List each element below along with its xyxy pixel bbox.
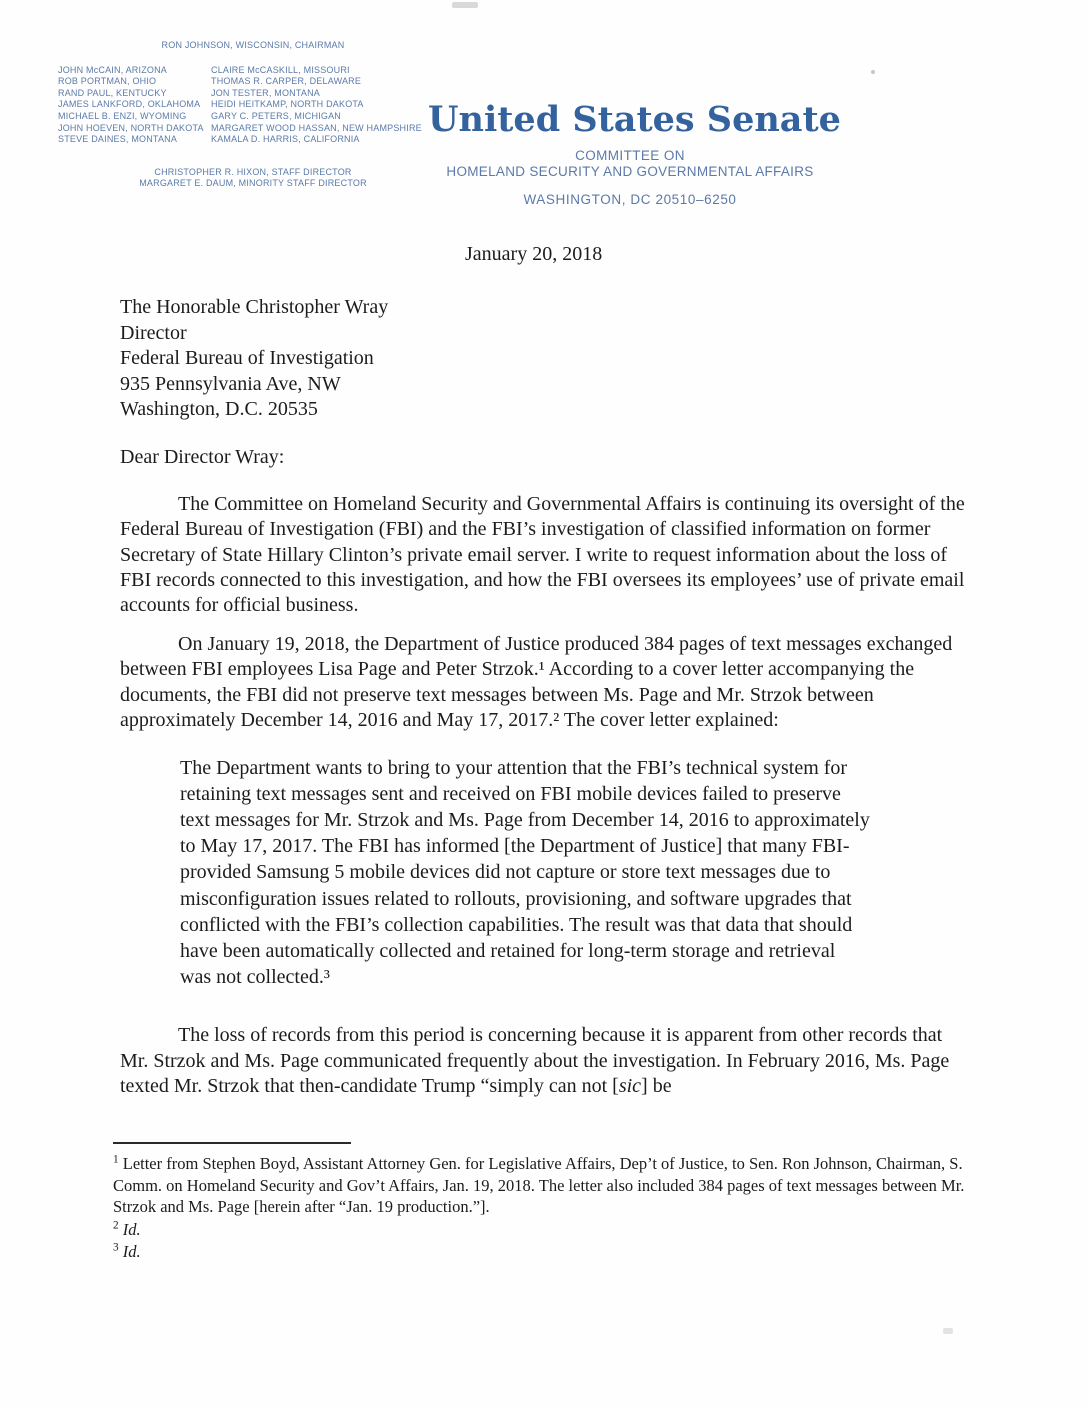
sic-italic: sic bbox=[618, 1075, 642, 1098]
footnote-2-marker: 2 bbox=[113, 1219, 119, 1231]
committee-name-line: HOMELAND SECURITY AND GOVERNMENTAL AFFAIRS bbox=[446, 164, 814, 179]
committee-on-line: COMMITTEE ON bbox=[575, 148, 685, 163]
member-name: CLAIRE McCASKILL, MISSOURI bbox=[211, 64, 350, 75]
footnotes-section bbox=[113, 1142, 969, 1263]
recipient-line: Director bbox=[120, 321, 187, 344]
letterhead-masthead bbox=[428, 99, 841, 207]
member-name: GARY C. PETERS, MICHIGAN bbox=[211, 110, 341, 121]
chairman-line: RON JOHNSON, WISCONSIN, CHAIRMAN bbox=[161, 40, 345, 50]
member-name: STEVE DAINES, MONTANA bbox=[58, 134, 178, 145]
staff-directors bbox=[58, 167, 448, 190]
letter-body bbox=[120, 242, 966, 1100]
footnote-1-marker: 1 bbox=[113, 1153, 119, 1166]
member-column-right bbox=[211, 65, 448, 146]
scan-artifact bbox=[871, 70, 875, 74]
paragraph-2: On January 19, 2018, the Department of Justice produced 384 pages of text messages exchanged between FBI employees Lisa Page and Peter Strzok.¹ According to a cover letter accompanying the documents, the FBI did not preserve text messages between Ms. Page and Mr. Strzok between approximately December 14, 2016 and May 17, 2017.² The cover letter explained: bbox=[120, 632, 953, 732]
member-name: JOHN HOEVEN, NORTH DAKOTA bbox=[58, 122, 204, 133]
letterhead-roster bbox=[58, 40, 448, 190]
footnote-2-text: Id. bbox=[118, 1219, 141, 1239]
member-name: JON TESTER, MONTANA bbox=[211, 87, 320, 98]
member-column-left bbox=[58, 65, 211, 146]
member-name: HEIDI HEITKAMP, NORTH DAKOTA bbox=[211, 99, 364, 110]
member-name: MICHAEL B. ENZI, WYOMING bbox=[58, 110, 187, 121]
scan-artifact bbox=[943, 1328, 953, 1334]
recipient-line: 935 Pennsylvania Ave, NW bbox=[120, 372, 341, 395]
footnote-3-text: Id. bbox=[118, 1242, 141, 1261]
member-name: ROB PORTMAN, OHIO bbox=[58, 76, 157, 87]
member-name: JAMES LANKFORD, OKLAHOMA bbox=[58, 99, 201, 110]
staff-director-line: CHRISTOPHER R. HIXON, STAFF DIRECTOR bbox=[154, 166, 352, 177]
recipient-line: Washington, D.C. 20535 bbox=[120, 398, 318, 421]
senate-title: United States Senate bbox=[428, 99, 841, 140]
member-name: JOHN McCAIN, ARIZONA bbox=[58, 64, 168, 75]
recipient-line: The Honorable Christopher Wray bbox=[120, 296, 389, 319]
member-name: KAMALA D. HARRIS, CALIFORNIA bbox=[211, 134, 360, 145]
footnote-1 bbox=[113, 1153, 969, 1218]
footnote-3 bbox=[113, 1241, 969, 1263]
date-line: January 20, 2018 bbox=[465, 243, 603, 265]
salutation: Dear Director Wray: bbox=[120, 446, 285, 469]
blockquote-cover-letter: The Department wants to bring to your attention that the FBI’s technical system for retaining text messages sent and received on FBI mobile devices failed to preserve text messages for Mr. Strzok and Ms. Page from December 14, 2016 to approximately to May 17, 2017. The FBI has informed [the Department of Justice] that many FBI-provided Samsung 5 mobile devices did not capture or store text messages due to misconfiguration issues related to rollouts, provisioning, and software upgrades that conflicted with the FBI’s collection capabilities. The result was that data that should have been automatically collected and retained for long-term storage and retrieval was not collected.³ bbox=[180, 756, 870, 989]
recipient-address-block bbox=[120, 295, 966, 422]
member-name: RAND PAUL, KENTUCKY bbox=[58, 87, 167, 98]
minority-staff-director-line: MARGARET E. DAUM, MINORITY STAFF DIRECTOR bbox=[139, 178, 367, 189]
footnote-1-text: Letter from Stephen Boyd, Assistant Attorney Gen. for Legislative Affairs, Dep’t of Justice, to Sen. Ron Johnson, Chairman, S. Comm. on Homeland Security and Gov’t Affairs, Jan. 19, 2018. The letter also included 384 pages of text messages between Mr. Strzok and Ms. Page [herein after “Jan. 19 production.”]. bbox=[113, 1154, 965, 1216]
paragraph-3-text-end: ] be bbox=[641, 1075, 672, 1098]
committee-address-line: WASHINGTON, DC 20510–6250 bbox=[523, 192, 737, 207]
footnote-separator-rule bbox=[113, 1142, 351, 1144]
paragraph-3-text: The loss of records from this period is concerning because it is apparent from other records that Mr. Strzok and Ms. Page communicated frequently about the investigation. In February 2016, Ms. Page texted Mr. Strzok that then-candidate Trump “simply can not [ bbox=[120, 1024, 950, 1098]
member-columns bbox=[58, 65, 448, 146]
footnote-3-marker: 3 bbox=[113, 1241, 119, 1254]
recipient-line: Federal Bureau of Investigation bbox=[120, 347, 374, 370]
member-name: MARGARET WOOD HASSAN, NEW HAMPSHIRE bbox=[211, 122, 422, 133]
paragraph-1: The Committee on Homeland Security and Governmental Affairs is continuing its oversight of the Federal Bureau of Investigation (FBI) and the FBI’s investigation of classified information on former Secretary of State Hillary Clinton’s private email server. I write to request information about the loss of FBI records connected to this investigation, and how the FBI oversees its employees’ use of private email accounts for official business. bbox=[120, 492, 965, 617]
paragraph-3 bbox=[120, 1023, 966, 1099]
scan-artifact bbox=[452, 2, 478, 8]
member-name: THOMAS R. CARPER, DELAWARE bbox=[211, 76, 362, 87]
footnote-2 bbox=[113, 1219, 969, 1241]
